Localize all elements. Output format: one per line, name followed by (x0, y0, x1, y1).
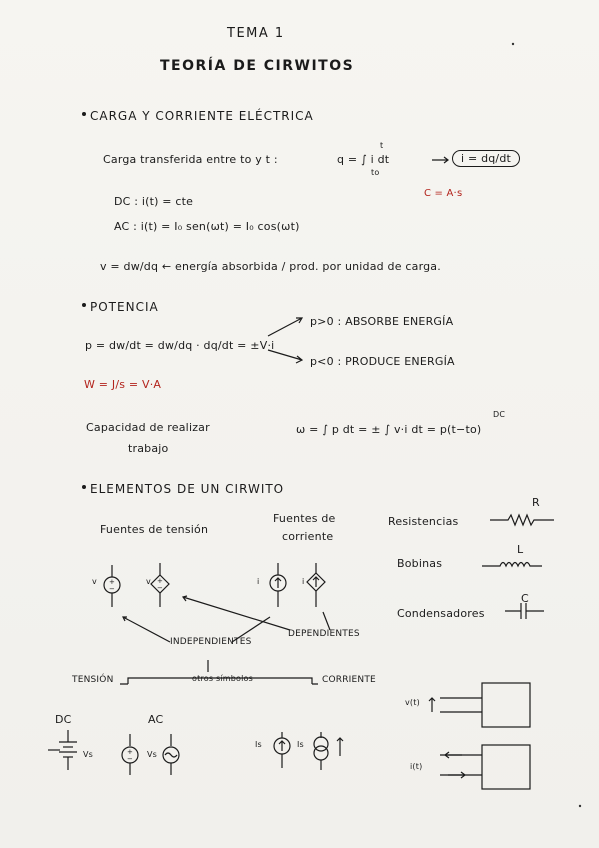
vt-label: v(t) (405, 698, 420, 707)
arrow-icon (323, 612, 330, 630)
bullet-icon (83, 113, 86, 116)
independent-current-source-icon (270, 563, 286, 607)
fuentes-corriente-label-2: corriente (282, 530, 334, 543)
ink-dot (579, 805, 581, 807)
current-arrow-icon (448, 772, 465, 778)
resistencias-label: Resistencias (388, 515, 459, 528)
units-note: C = A·s (424, 188, 463, 199)
voltage-arrow-icon (429, 698, 435, 712)
power-produce: p<0 : PRODUCE ENERGÍA (310, 355, 455, 368)
carga-text: Carga transferida entre to y t : (103, 153, 278, 166)
tema-label: TEMA 1 (227, 26, 285, 41)
svg-text:+: + (127, 748, 133, 756)
inductor-icon (482, 563, 542, 567)
watt-definition: W = J/s = V·A (84, 378, 162, 391)
condensadores-label: Condensadores (397, 607, 485, 620)
carga-equation: q = ∫ i dt (337, 153, 390, 166)
svg-text:+: + (109, 578, 115, 586)
dc-vs-label: Vs (83, 750, 94, 759)
work-equation: ω = ∫ p dt = ± ∫ v·i dt = p(t−to) (296, 423, 482, 436)
carga-lower-limit: to (371, 168, 380, 177)
ink-dot (512, 43, 514, 45)
l-symbol-label: L (517, 543, 524, 556)
work-dc-label: DC (493, 410, 506, 419)
i-label-independent: i (257, 577, 260, 586)
i-label-dependent: i (302, 577, 305, 586)
fuentes-tension-label: Fuentes de tensión (100, 523, 209, 536)
dc-battery-icon (48, 730, 77, 770)
dc-voltage-source-icon (122, 734, 138, 775)
current-source-icon (274, 732, 290, 768)
arrow-up-icon (268, 318, 302, 336)
double-circle-current-source-icon (314, 732, 343, 770)
svg-text:−: − (109, 585, 115, 593)
current-arrow-icon (445, 752, 462, 758)
capacidad-label: Capacidad de realizar (86, 421, 210, 434)
terminal-lines (440, 698, 482, 712)
resistor-icon (490, 515, 554, 525)
power-equation: p = dw/dt = dw/dq · dq/dt = ±V·i (85, 339, 275, 352)
ac-vs-label: Vs (147, 750, 158, 759)
fuentes-corriente-label-1: Fuentes de (273, 512, 336, 525)
svg-text:−: − (127, 755, 133, 763)
v-label-independent: v (92, 577, 97, 586)
section-carga-title: CARGA Y CORRIENTE ELÉCTRICA (90, 109, 314, 123)
v-label-dependent: v (146, 577, 151, 586)
dc-source-label: DC (55, 713, 72, 726)
trabajo-label: trabajo (128, 442, 169, 455)
arrow-icon (432, 157, 448, 163)
bullet-icon (83, 486, 86, 489)
two-port-box-current (482, 745, 530, 789)
is-label-1: Is (255, 740, 262, 749)
svg-text:+: + (157, 577, 163, 585)
dc-current-eq: DC : i(t) = cte (114, 195, 194, 208)
current-definition: i = dq/dt (452, 150, 520, 167)
arrow-icon (232, 617, 270, 642)
c-symbol-label: C (521, 592, 529, 605)
voltage-eq: v = dw/dq ← energía absorbida / prod. por unidad de carga. (100, 260, 441, 273)
section-potencia-title: POTENCIA (90, 300, 159, 314)
classification-bracket (128, 660, 312, 684)
ac-voltage-source-icon (163, 734, 179, 775)
otros-simbolos-label: otros símbolos (192, 674, 253, 683)
arrow-down-icon (268, 350, 302, 363)
svg-text:−: − (157, 584, 163, 592)
dependent-current-source-icon (307, 563, 325, 607)
bobinas-label: Bobinas (397, 557, 443, 570)
corriente-label: CORRIENTE (322, 675, 376, 685)
ac-current-eq: AC : i(t) = I₀ sen(ωt) = I₀ cos(ωt) (114, 220, 300, 233)
it-label: i(t) (410, 762, 423, 771)
ac-source-label: AC (148, 713, 164, 726)
page-title: TEORÍA DE CIRWITOS (160, 58, 355, 74)
arrow-icon (123, 617, 170, 642)
dependientes-label: DEPENDIENTES (288, 629, 360, 639)
power-absorbe: p>0 : ABSORBE ENERGÍA (310, 315, 454, 328)
carga-upper-limit: t (380, 141, 384, 150)
independent-voltage-source-icon (104, 565, 120, 607)
two-port-box-voltage (482, 683, 530, 727)
dependent-voltage-source-icon (151, 563, 169, 607)
bullet-icon (83, 304, 86, 307)
section-elementos-title: ELEMENTOS DE UN CIRWITO (90, 482, 285, 496)
arrow-icon (183, 596, 290, 630)
capacitor-icon (505, 603, 544, 619)
tension-label: TENSIÓN (72, 675, 114, 685)
r-symbol-label: R (532, 496, 540, 509)
independientes-label: INDEPENDIENTES (170, 637, 252, 647)
is-label-2: Is (297, 740, 304, 749)
